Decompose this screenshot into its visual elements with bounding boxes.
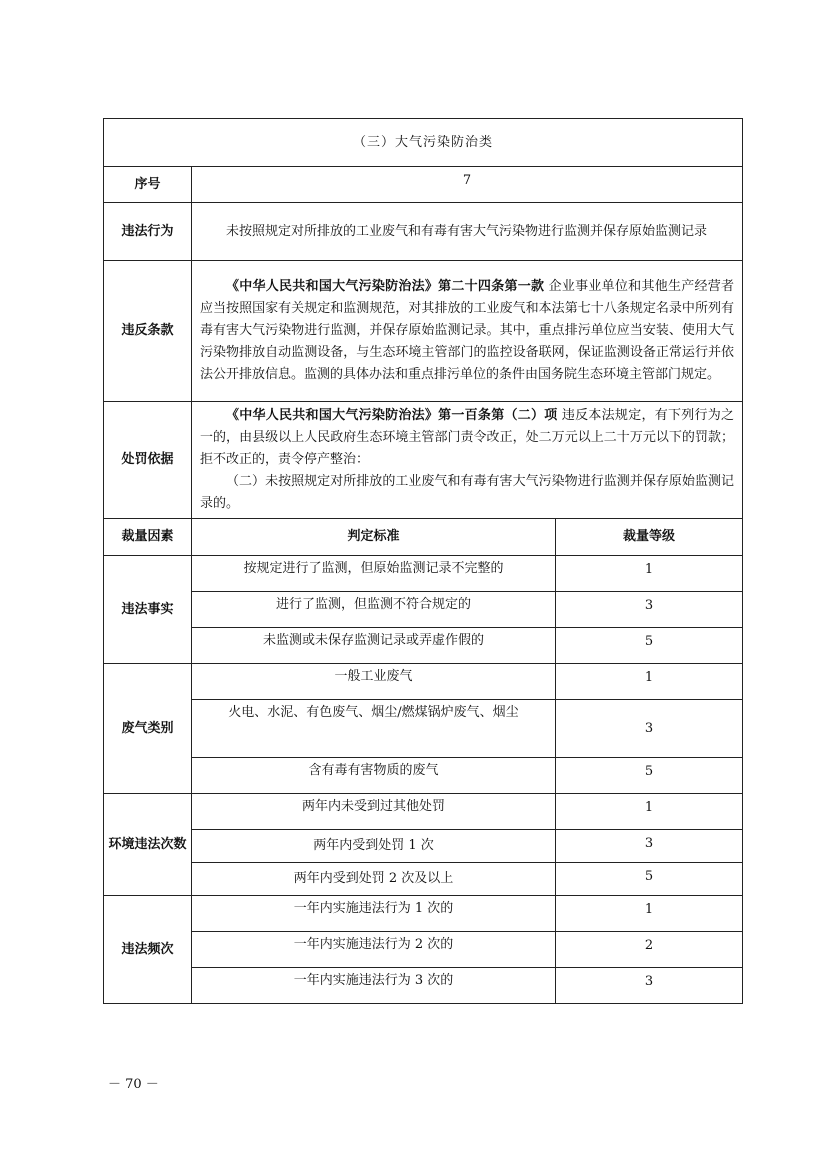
- conduct-text: 未按照规定对所排放的工业废气和有毒有害大气污染物进行监测并保存原始监测记录: [226, 223, 708, 239]
- discretion-table: [103, 118, 743, 1004]
- header-level: 裁量等级: [556, 519, 743, 556]
- criteria-cell: 两年内未受到过其他处罚: [192, 794, 556, 830]
- level-cell: 3: [556, 700, 743, 758]
- criteria-cell: 含有毒有害物质的废气: [192, 758, 556, 794]
- penalty-item: （二）未按照规定对所排放的工业废气和有毒有害大气污染物进行监测并保存原始监测记录的。: [200, 474, 735, 511]
- penalty-text: 违反本法规定，有下列行为之一的，由县级以上人民政府生态环境主管部门责令改正，处二万元以上二十万元以下的罚款；拒不改正的，责令停产整治：: [200, 408, 735, 467]
- level-cell: 5: [556, 863, 743, 896]
- criteria-cell: 一般工业废气: [192, 664, 556, 700]
- conduct-cell: [192, 203, 743, 261]
- serial-label: 序号: [104, 167, 192, 203]
- factor-label: 违法事实: [104, 556, 192, 664]
- violated-clause: 《中华人民共和国大气污染防治法》第二十四条第一款: [226, 279, 545, 294]
- criteria-cell: 一年内实施违法行为 2 次的: [192, 932, 556, 968]
- factor-label: 违法频次: [104, 896, 192, 1004]
- level-cell: 1: [556, 896, 743, 932]
- factor-label: 废气类别: [104, 664, 192, 794]
- page-number: － 70 －: [108, 1077, 159, 1092]
- level-cell: 1: [556, 556, 743, 592]
- criteria-cell: 一年内实施违法行为 1 次的: [192, 896, 556, 932]
- criteria-cell: 火电、水泥、有色废气、烟尘/燃煤锅炉废气、烟尘: [192, 700, 556, 758]
- criteria-cell: 进行了监测，但监测不符合规定的: [192, 592, 556, 628]
- criteria-cell: 按规定进行了监测，但原始监测记录不完整的: [192, 556, 556, 592]
- level-cell: 5: [556, 758, 743, 794]
- criteria-cell: 两年内受到处罚 1 次: [192, 830, 556, 863]
- level-cell: 1: [556, 664, 743, 700]
- level-cell: 1: [556, 794, 743, 830]
- level-cell: 3: [556, 830, 743, 863]
- penalty-cell: [192, 402, 743, 519]
- criteria-cell: 两年内受到处罚 2 次及以上: [192, 863, 556, 896]
- penalty-label: 处罚依据: [104, 402, 192, 519]
- table-title: （三）大气污染防治类: [104, 119, 743, 167]
- level-cell: 3: [556, 968, 743, 1004]
- criteria-cell: 未监测或未保存监测记录或弄虚作假的: [192, 628, 556, 664]
- level-cell: 5: [556, 628, 743, 664]
- violated-text: 企业事业单位和其他生产经营者应当按照国家有关规定和监测规范，对其排放的工业废气和本法第七十八条规定名录中所列有毒有害大气污染物进行监测，并保存原始监测记录。其中，重点排污单位应当安装、使用大气污染物排放自动监测设备，与生态环境主管部门的监控设备联网，保证监测设备正常运行并依法公开排放信息。监测的具体办法和重点排污单位的条件由国务院生态环境主管部门规定。: [200, 279, 735, 382]
- penalty-clause: 《中华人民共和国大气污染防治法》第一百条第（二）项: [226, 408, 558, 423]
- level-cell: 2: [556, 932, 743, 968]
- header-criteria: 判定标准: [192, 519, 556, 556]
- header-factor: 裁量因素: [104, 519, 192, 556]
- level-cell: 3: [556, 592, 743, 628]
- serial-value: 7: [192, 167, 743, 203]
- violated-label: 违反条款: [104, 261, 192, 402]
- criteria-cell: 一年内实施违法行为 3 次的: [192, 968, 556, 1004]
- violated-cell: [192, 261, 743, 402]
- conduct-label: 违法行为: [104, 203, 192, 261]
- factor-label: 环境违法次数: [104, 794, 192, 896]
